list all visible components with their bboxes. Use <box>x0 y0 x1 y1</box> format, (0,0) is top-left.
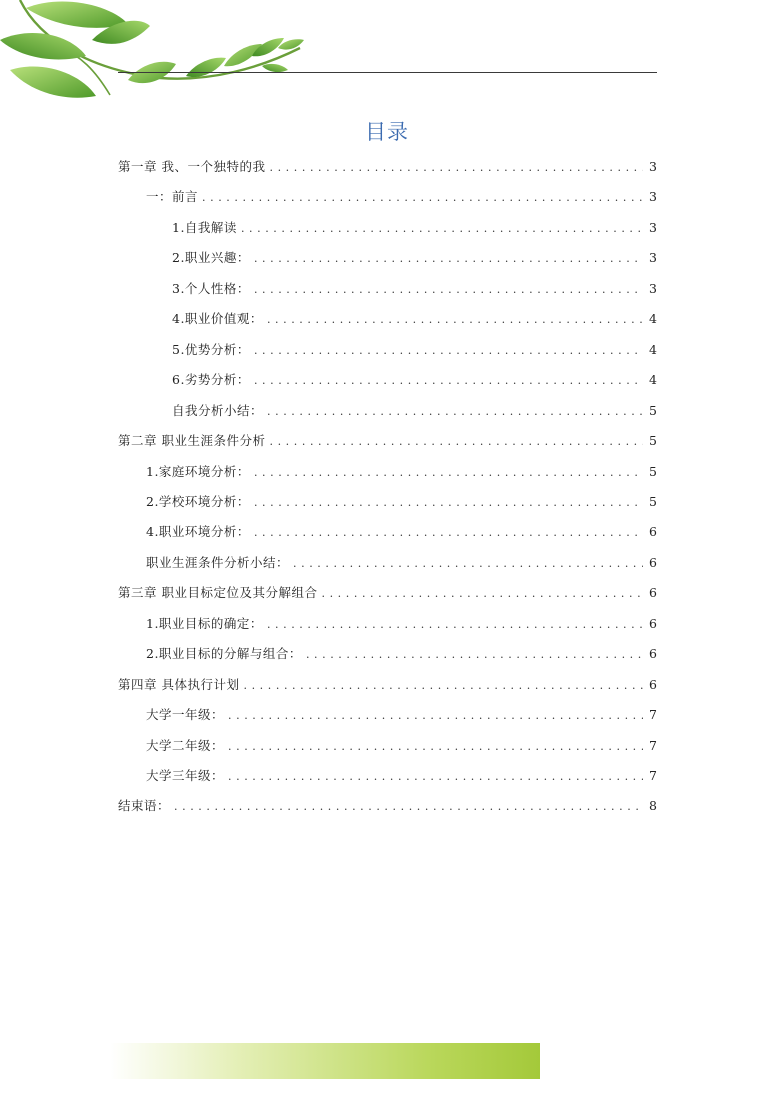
toc-page-number: 3 <box>649 159 657 174</box>
toc-entry[interactable] <box>146 187 657 207</box>
toc-entry[interactable] <box>146 553 657 573</box>
toc-entry-title: 2.职业兴趣： <box>172 250 250 266</box>
toc-entry[interactable] <box>146 736 657 756</box>
toc-entry[interactable] <box>118 583 657 603</box>
toc-entry[interactable] <box>146 644 657 664</box>
toc-page-number: 4 <box>649 311 657 327</box>
toc-page-number: 6 <box>649 646 657 662</box>
toc-entry-title: 大学一年级： <box>146 707 225 723</box>
toc-dot-leader <box>269 432 643 452</box>
toc-entry-title: 4.职业价值观： <box>172 311 263 327</box>
toc-entry-title: 第三章 职业目标定位及其分解组合 <box>118 585 318 601</box>
toc-entry[interactable] <box>118 796 657 816</box>
toc-entry-title: 大学二年级： <box>146 737 225 753</box>
toc-entry-title: 4.职业环境分析： <box>146 524 250 540</box>
toc-page-number: 5 <box>649 402 657 418</box>
toc-entry-title: 自我分析小结： <box>172 402 264 418</box>
toc-entry-title: 1.职业目标的确定： <box>146 615 263 631</box>
toc-entry[interactable] <box>146 705 657 725</box>
toc-dot-leader <box>243 676 643 696</box>
toc-dot-leader <box>254 463 643 483</box>
toc-entry-title: 第四章 具体执行计划 <box>118 676 240 692</box>
toc-entry[interactable] <box>146 492 657 512</box>
toc-entry[interactable] <box>146 766 657 786</box>
toc-entry[interactable] <box>146 462 657 482</box>
toc-dot-leader <box>254 523 643 543</box>
toc-entry-title: 2.学校环境分析： <box>146 493 250 509</box>
toc-dot-leader <box>254 371 643 391</box>
toc-dot-leader <box>254 341 643 361</box>
toc-page-number: 3 <box>649 250 657 266</box>
toc-entry[interactable] <box>146 614 657 634</box>
toc-dot-leader <box>254 249 643 269</box>
toc-dot-leader <box>293 554 643 574</box>
toc-dot-leader <box>267 402 643 422</box>
toc-dot-leader <box>267 615 643 635</box>
toc-dot-leader <box>228 767 643 787</box>
toc-dot-leader <box>267 310 643 330</box>
toc-entry[interactable] <box>172 370 657 390</box>
toc-entry[interactable] <box>172 248 657 268</box>
toc-dot-leader <box>241 219 643 239</box>
toc-entry-title: 第一章 我、一个独特的我 <box>118 159 266 174</box>
toc-page-number: 6 <box>649 524 657 540</box>
toc-entry[interactable] <box>118 431 657 451</box>
toc-entry-title: 3.个人性格： <box>172 280 250 296</box>
toc-entry[interactable] <box>172 218 657 238</box>
toc-entry-title: 结束语： <box>118 798 171 814</box>
toc-entry[interactable] <box>172 340 657 360</box>
toc-page-number: 7 <box>649 707 657 723</box>
toc-page-number: 7 <box>649 768 657 783</box>
toc-entry[interactable] <box>172 401 657 421</box>
toc-dot-leader <box>228 706 643 726</box>
leaf-decoration <box>0 0 310 110</box>
header-rule <box>118 72 657 73</box>
toc-page-number: 5 <box>649 463 657 479</box>
toc-page-number: 6 <box>649 585 657 601</box>
toc-page-number: 6 <box>649 676 657 692</box>
toc-entry-title: 5.优势分析： <box>172 341 250 357</box>
toc-entry[interactable] <box>118 157 657 177</box>
toc-entry[interactable] <box>172 309 657 329</box>
toc-page-number: 4 <box>649 341 657 357</box>
toc-dot-leader <box>202 188 643 208</box>
toc-dot-leader <box>254 493 643 513</box>
toc-page-number: 6 <box>649 554 657 570</box>
page-title: 目录 <box>365 120 409 144</box>
toc-entry[interactable] <box>172 279 657 299</box>
toc-entry-title: 1.自我解读 <box>172 219 237 235</box>
toc-page-number: 5 <box>649 493 657 509</box>
toc-entry-title: 6.劣势分析： <box>172 372 250 388</box>
toc-entry[interactable] <box>146 522 657 542</box>
toc-entry-title: 一：前言 <box>146 189 199 205</box>
toc-page-number: 3 <box>649 219 657 235</box>
toc-dot-leader <box>228 737 643 757</box>
toc-dot-leader <box>254 280 643 300</box>
toc-page-number: 3 <box>649 280 657 296</box>
toc-entry-title: 1.家庭环境分析： <box>146 463 250 479</box>
toc-dot-leader <box>306 645 643 665</box>
toc-page-number: 8 <box>649 798 657 814</box>
toc-dot-leader <box>321 584 643 604</box>
toc-page-number: 4 <box>649 372 657 388</box>
toc-page-number: 3 <box>649 189 657 205</box>
toc-entry-title: 第二章 职业生涯条件分析 <box>118 433 266 449</box>
toc-page-number: 6 <box>649 615 657 631</box>
toc-entry[interactable] <box>118 675 657 695</box>
toc-dot-leader <box>269 158 643 178</box>
toc-entry-title: 职业生涯条件分析小结： <box>146 554 290 570</box>
footer-gradient-bar <box>110 1043 540 1079</box>
toc-page-number: 5 <box>649 433 657 449</box>
toc-entry-title: 2.职业目标的分解与组合： <box>146 646 302 662</box>
toc-page-number: 7 <box>649 737 657 753</box>
toc-entry-title: 大学三年级： <box>146 768 225 783</box>
toc-dot-leader <box>174 797 643 817</box>
